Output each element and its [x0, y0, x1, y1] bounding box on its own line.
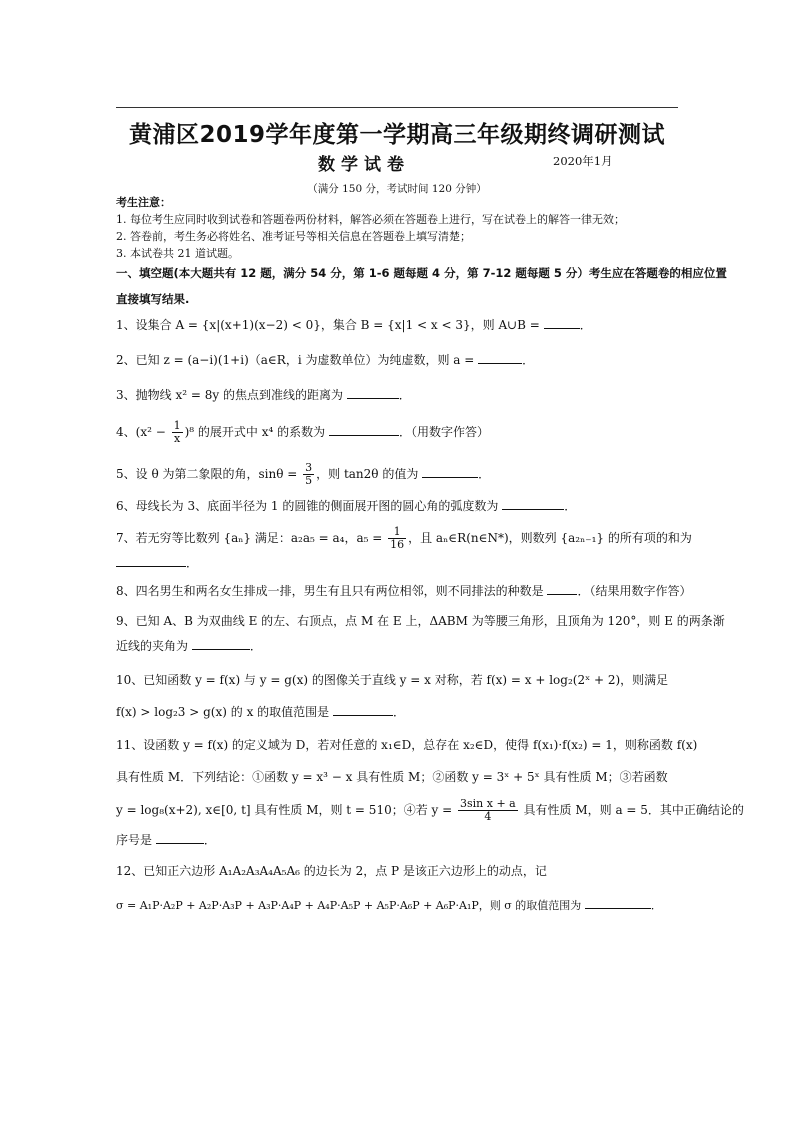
- page-title: 黄浦区2019学年度第一学期高三年级期终调研测试: [128, 122, 665, 148]
- question-7-continued: ．: [116, 554, 198, 572]
- question-11-line-4: 序号是 ．: [116, 833, 216, 847]
- question-9-text-b: 近线的夹角为: [116, 639, 189, 653]
- question-7-text: 7、若无穷等比数列 {aₙ} 满足：a₂a₅ = a₄，a₅ =: [116, 531, 387, 545]
- question-12-line-2: σ = A₁P·A₂P + A₂P·A₃P + A₃P·A₄P + A₄P·A₅P + A₅P·A₆P + A₆P·A₁P，则 σ 的取值范围为 ．: [116, 896, 662, 915]
- answer-blank-9: [192, 637, 250, 650]
- section-heading-line1: 一、填空题(本大题共有 12 题，满分 54 分，第 1-6 题每题 4 分，第 7-12 题每题 5 分）考生应在答题卷的相应位置: [116, 266, 727, 280]
- exam-date: 2020年1月: [553, 154, 613, 168]
- question-3-text: 3、抛物线 x² = 8y 的焦点到准线的距离为: [116, 388, 343, 402]
- answer-blank-12: [585, 896, 651, 909]
- question-11-text-d: 序号是: [116, 833, 153, 847]
- question-11-text-a: 11、设函数 y = f(x) 的定义域为 D，若对任意的 x₁∈D，总存在 x₂∈D，使得 f(x₁)·f(x₂) = 1，则称函数 f(x): [116, 738, 698, 752]
- answer-blank-11: [156, 831, 204, 844]
- question-9: [116, 612, 725, 630]
- answer-blank-2: [478, 351, 522, 364]
- question-7-fraction: [388, 526, 406, 551]
- question-1: 1、设集合 A = {x|(x+1)(x−2) < 0}，集合 B = {x|1 < x < 3}，则 A∪B = ．: [116, 318, 592, 332]
- question-5-frac-den: 5: [305, 474, 313, 487]
- question-7-text-b: ，且 aₙ∈R(n∈N*)，则数列 {a₂ₙ₋₁} 的所有项的和为: [408, 531, 692, 545]
- question-5: 5、设 θ 为第二象限的角，sinθ = $\frac{3}{5}$ ，则 tan2θ 的值为 ．: [116, 461, 491, 487]
- question-4-frac-den: x: [173, 432, 181, 445]
- answer-blank-1: [544, 316, 580, 329]
- notes-item-3: 3. 本试卷共 21 道试题。: [116, 247, 239, 260]
- question-2-text: 2、已知 z = (a−i)(1+i)（a∈R，i 为虚数单位）为纯虚数，则 a =: [116, 353, 475, 367]
- question-11-line-2: [116, 768, 668, 786]
- question-7-frac-num: 1: [388, 526, 406, 539]
- question-11-text-c2: 具有性质 M，则 a = 5．其中正确结论的: [519, 803, 744, 817]
- question-9-continued: 近线的夹角为 ．: [116, 639, 262, 653]
- question-7-frac-den: 16: [390, 538, 405, 551]
- question-10: [116, 671, 668, 689]
- question-11-fraction: [458, 798, 518, 823]
- question-4-number: 4、: [116, 425, 136, 439]
- question-5-text-b: ，则 tan2θ 的值为: [316, 467, 419, 481]
- question-11: [116, 736, 697, 754]
- question-4: [116, 420, 489, 445]
- question-6-text: 6、母线长为 3、底面半径为 1 的圆锥的侧面展开图的圆心角的弧度数为: [116, 499, 499, 513]
- answer-blank-7: [116, 554, 186, 567]
- question-10-text-b: f(x) > log₂3 > g(x) 的 x 的取值范围是: [116, 705, 330, 719]
- question-8-tail: ．（结果用数字作答）: [577, 584, 692, 598]
- section-heading-line2: 直接填写结果.: [116, 292, 190, 306]
- question-11-text-c1: y = log₈(x+2), x∈[0, t] 具有性质 M，则 t = 510；④若 y =: [116, 803, 456, 817]
- answer-blank-8: [547, 582, 577, 595]
- answer-blank-4: [329, 423, 399, 436]
- question-12-text-b: σ = A₁P·A₂P + A₂P·A₃P + A₃P·A₄P + A₄P·A₅P + A₅P·A₆P + A₆P·A₁P，则 σ 的取值范围为: [116, 899, 582, 912]
- question-8-text: 8、四名男生和两名女生排成一排，男生有且只有两位相邻，则不同排法的种数是: [116, 584, 544, 598]
- question-1-text: 1、设集合 A = {x|(x+1)(x−2) < 0}，集合 B = {x|1 < x < 3}，则 A∪B =: [116, 318, 540, 332]
- question-4-expr-left: (x² −: [135, 425, 170, 439]
- question-4-fraction: [172, 420, 183, 445]
- answer-blank-6: [502, 497, 564, 510]
- question-9-text-a: 9、已知 A、B 为双曲线 E 的左、右顶点，点 M 在 E 上，ΔABM 为等腰三角形，且顶角为 120°，则 E 的两条渐: [116, 614, 725, 628]
- question-2: 2、已知 z = (a−i)(1+i)（a∈R，i 为虚数单位）为纯虚数，则 a = ．: [116, 353, 535, 367]
- page-subtitle: 数学试卷: [318, 155, 410, 175]
- question-8: [116, 582, 691, 600]
- question-12: [116, 862, 547, 880]
- question-4-tail: ．（用数字作答）: [398, 425, 489, 439]
- header-rule: [116, 107, 678, 108]
- question-7: [116, 526, 692, 551]
- answer-blank-5: [422, 465, 478, 478]
- question-4-text: 的展开式中 x⁴ 的系数为: [194, 425, 326, 439]
- question-11-frac-num: 3sin x + a: [460, 797, 516, 810]
- question-3: 3、抛物线 x² = 8y 的焦点到准线的距离为 ．: [116, 388, 411, 402]
- notes-heading: 考生注意：: [116, 196, 171, 209]
- question-11-text-b: 具有性质 M．下列结论：①函数 y = x³ − x 具有性质 M；②函数 y = 3ˣ + 5ˣ 具有性质 M；③若函数: [116, 770, 668, 784]
- notes-item-1: 1. 每位考生应同时收到试卷和答题卷两份材料，解答必须在答题卷上进行，写在试卷上的解答一律无效；: [116, 213, 625, 226]
- question-5-text: 5、设 θ 为第二象限的角，sinθ =: [116, 467, 302, 481]
- question-5-fraction: [303, 462, 314, 487]
- question-12-text-a: 12、已知正六边形 A₁A₂A₃A₄A₅A₆ 的边长为 2，点 P 是该正六边形上的动点，记: [116, 864, 547, 878]
- answer-blank-10: [333, 703, 393, 716]
- question-4-frac-num: 1: [173, 419, 181, 432]
- question-5-frac-num: 3: [305, 461, 313, 474]
- question-6: 6、母线长为 3、底面半径为 1 的圆锥的侧面展开图的圆心角的弧度数为 ．: [116, 499, 577, 513]
- answer-blank-3: [347, 386, 399, 399]
- question-10-text-a: 10、已知函数 y = f(x) 与 y = g(x) 的图像关于直线 y = x 对称，若 f(x) = x + log₂(2ˣ + 2)，则满足: [116, 673, 669, 687]
- question-4-expr-right: )⁸: [184, 425, 195, 439]
- question-11-frac-den: 4: [484, 810, 492, 823]
- notes-item-2: 2. 答卷前，考生务必将姓名、准考证号等相关信息在答题卷上填写清楚；: [116, 230, 471, 243]
- score-note: （满分 150 分，考试时间 120 分钟）: [307, 183, 487, 195]
- question-10-continued: f(x) > log₂3 > g(x) 的 x 的取值范围是 ．: [116, 705, 405, 719]
- question-11-line-3: [116, 798, 744, 823]
